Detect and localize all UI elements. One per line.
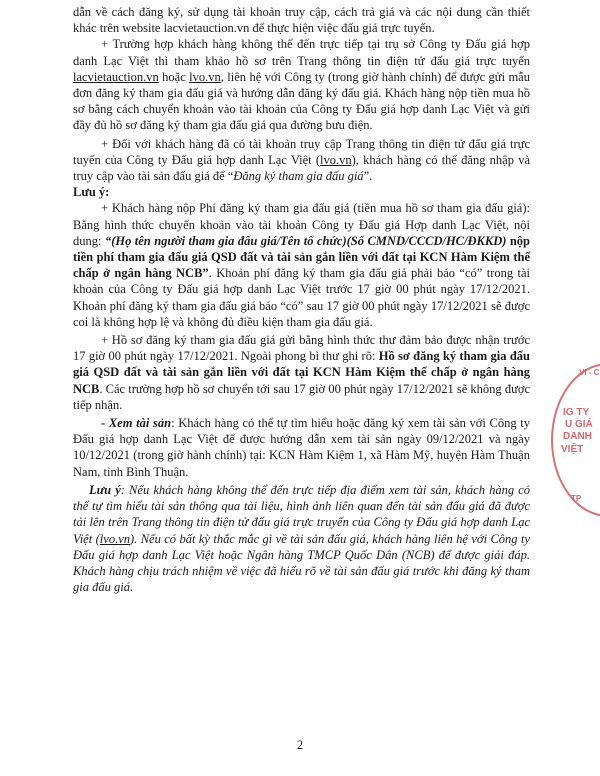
paragraph-no-direct-visit <box>73 36 530 133</box>
text-prefix: - <box>101 416 109 431</box>
text: . Các trường hợp hồ sơ chuyển tới sau 17 giờ 00 phút ngày 17/12/2021 sẽ không được tiếp nhận. <box>73 381 530 412</box>
text: hoặc <box>158 69 190 84</box>
seal-text: VI - C <box>579 368 600 377</box>
paragraph-view-asset <box>73 415 530 480</box>
text: , liên hệ với Công ty (trong giờ hành chính) để được gửi mẫu đơn đăng ký tham gia đấu giá và hướng dẫn đăng ký đấu giá. Khách hàng nộp tiền mua hồ sơ bằng cách chuyển khoản vào tài khoản của Công ty Đấu giá hợp danh Lạc Việt và gửi đầy đủ hồ sơ đăng ký tham gia đấu giá qua đường bưu điện. <box>73 69 530 133</box>
text: ), khách hàng có thể đăng nhập và truy cập vào tài sản đấu giá để “ <box>73 152 530 184</box>
paragraph-existing-account <box>73 136 530 185</box>
heading-view-asset: Xem tài sản <box>108 416 172 431</box>
paragraph-fee-payment <box>73 200 530 330</box>
text: ). Nếu có bất kỳ thắc mắc gì về tài sản đấu giá, khách hàng liên hệ với Công ty Đấu giá hợp danh Lạc Việt hoặc Ngân hàng TMCP Quốc Dân (NCB) để được giải đáp. Khách hàng chịu trách nhiệm về việc đã hiểu rõ về tài sản đấu giá trước khi đăng ký tham gia đấu giá. <box>73 531 530 595</box>
text: + Khách hàng nộp Phí đăng ký tham gia đấu giá (tiền mua hồ sơ tham gia đấu giá): Bằng hình thức chuyển khoản vào tài khoản Công ty Đấu giá Hợp danh Lạc Việt, nội dung: <box>73 201 530 248</box>
text: + Hồ sơ đăng ký tham gia đấu giá gửi bằng hình thức thư đảm bảo được nhận trước 17 giờ 00 phút ngày 17/12/2021. Ngoài phong bì thư ghi rõ: <box>73 333 530 364</box>
heading-note: Lưu ý: <box>73 185 110 200</box>
page-number: 2 <box>296 738 304 752</box>
text-register-italic: Đăng ký tham gia đấu giá <box>233 169 364 184</box>
text: + Trường hợp khách hàng không thể đến trực tiếp tại trụ sở Công ty Đấu giá hợp danh Lạc Việt thì tham khảo hồ sơ trên Trang thông tin điện tử đấu giá trực tuyến <box>73 37 530 68</box>
link-lacvietauction[interactable]: lacvietauction.vn <box>73 69 159 84</box>
text-envelope-label-bold: Hồ sơ đăng ký tham gia đấu giá QSD đất và tài sản gắn liền với đất tại KCN Hàm Kiệm thế chấp ở ngân hàng NCB <box>73 349 530 396</box>
link-lvo[interactable]: lvo.vn <box>99 531 130 546</box>
text: : Nếu khách hàng không thể đến trực tiếp địa điểm xem tài sản, khách hàng có thể tự tìm hiểu tài sản thông qua tài liệu, hình ảnh liên quan đến tài sản đấu giá đã được tải lên trên Trang thông tin điện tử đấu giá trực truyến của Công ty Đấu giá hợp danh Lạc Việt ( <box>73 482 531 546</box>
link-lvo[interactable]: lvo.vn <box>320 152 352 167</box>
seal-text: TP <box>571 494 582 503</box>
seal-text: U GIÁ <box>565 419 593 430</box>
text: ”. <box>363 169 373 184</box>
text-payment-content-bold: nộp tiền phí tham gia đấu giá QSD đất và tài sản gắn liền với đất tại KCN Hàm Kiệm thế chấp ở ngân hàng NCB” <box>73 233 531 281</box>
text: . Khoản phí đăng ký tham gia đấu giá phải báo “có” trong tài khoản của Công ty Đấu giá hợp danh Lạc Việt trước 17 giờ 00 phút ngày 17/12/2021. Khoản phí đăng ký tham gia đấu giá báo “có” sau 17 giờ 00 phút ngày 17/12/2021 sẽ được coi là không hợp lệ và không đủ điều kiện tham gia đấu giá. <box>73 266 530 329</box>
paragraph-view-asset-note <box>73 482 530 595</box>
document-body <box>73 4 530 595</box>
paragraph-mail-registration <box>73 332 530 413</box>
text: + Đối với khách hàng đã có tài khoản truy cập Trang thông tin điện tử đấu giá trực tuyến của Công ty Đấu giá hợp danh Lạc Việt ( <box>73 136 530 167</box>
seal-text: VIỆT <box>561 444 584 455</box>
text-payment-content-bold-italic: “(Họ tên người tham gia đấu giá/Tên tổ chức)(Số CMND/CCCD/HC/ĐKKD) <box>104 233 507 248</box>
seal-text: DANH <box>563 431 592 442</box>
company-seal-stamp <box>551 363 600 513</box>
seal-text: IG TY <box>563 407 590 418</box>
link-lvo[interactable]: lvo.vn <box>189 69 221 84</box>
text: : Khách hàng có thể tự tìm hiểu hoặc đăng ký xem tài sản với Công ty Đấu giá hợp danh Lạc Việt để được hướng dẫn xem tài sản ngày 09/12/2021 và ngày 10/12/2021 (trong giờ hành chính) tại: KCN Hàm Kiệm 1, xã Hàm Mỹ, huyện Hàm Thuận Nam, tỉnh Bình Thuận. <box>73 416 530 479</box>
paragraph-intro: dẫn về cách đăng ký, sử dụng tài khoản truy cập, cách trả giá và các nội dung cần thiết khác trên website lacvietauction.vn để thực hiện việc đấu giá trực tuyến. <box>73 5 530 36</box>
label-note: Lưu ý <box>89 482 121 497</box>
